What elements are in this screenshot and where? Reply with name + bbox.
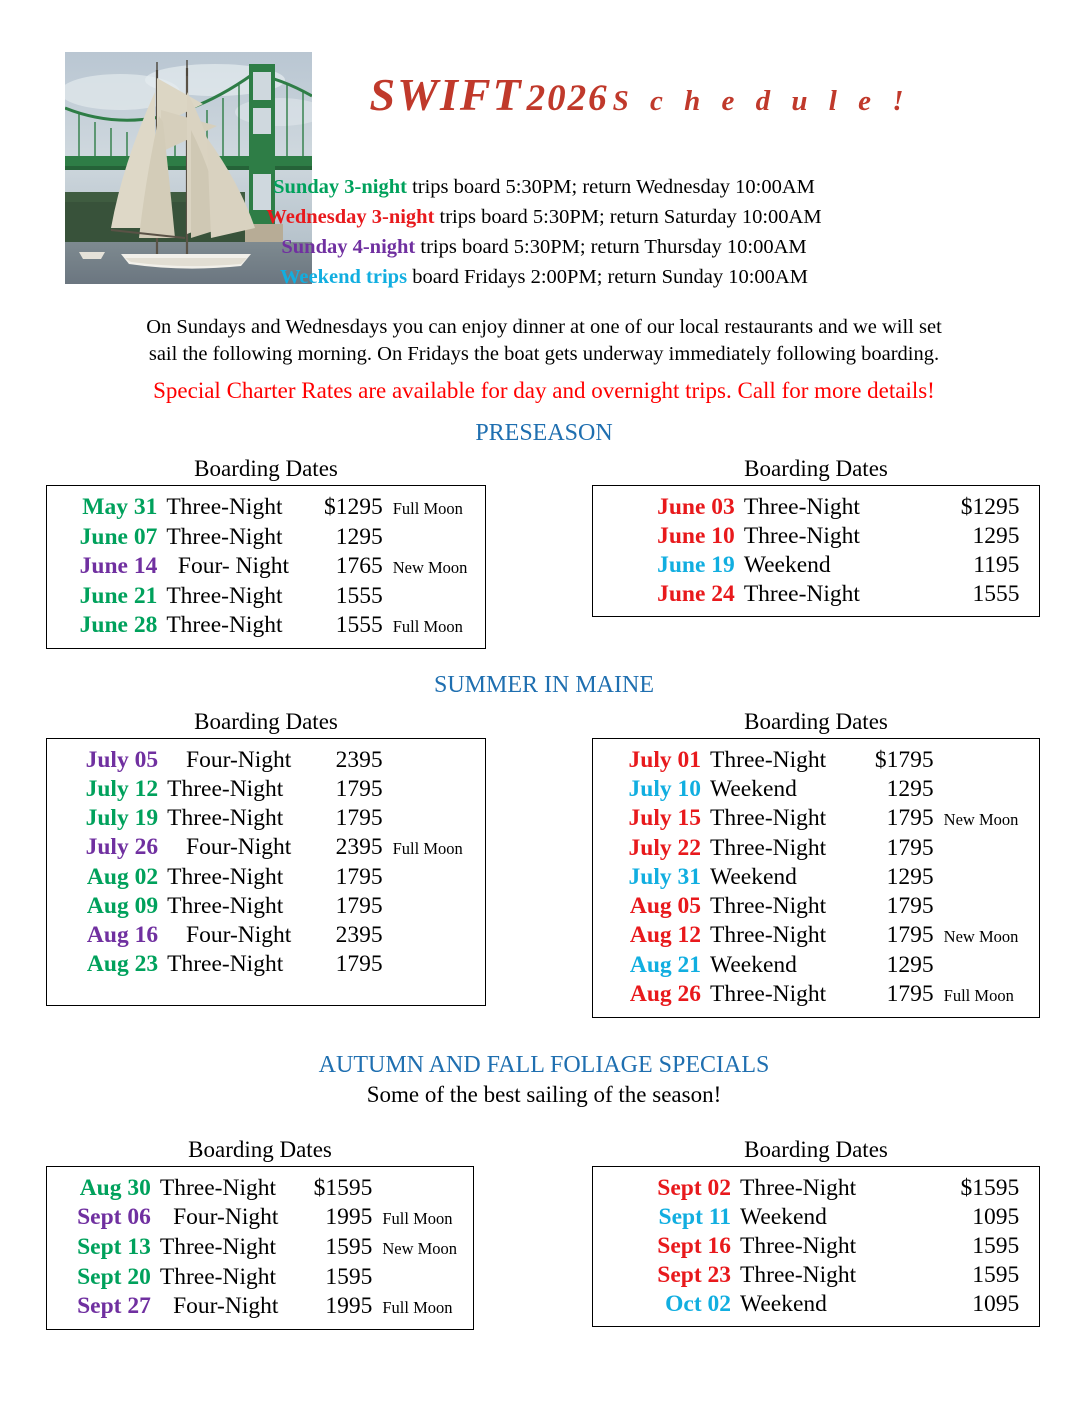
table-row[interactable] — [47, 1167, 473, 1203]
cell-trip-type: Three-Night — [167, 951, 284, 977]
cell-moon-phase — [1027, 1167, 1039, 1203]
schedule-table — [47, 486, 485, 648]
table-row[interactable] — [593, 980, 1039, 1017]
cell-moon-phase — [1027, 1290, 1039, 1326]
cell-moon-phase: New Moon — [392, 558, 468, 577]
cell-trip-type: Three-Night — [743, 523, 860, 549]
cell-trip-type: Three-Night — [740, 1262, 857, 1288]
trip-type-legend — [0, 172, 1088, 292]
preseason-left-table — [46, 485, 486, 649]
cell-trip-type: Four-Night — [173, 1293, 279, 1319]
cell-boarding-date: July 19 — [85, 805, 159, 831]
cell-moon-phase: Full Moon — [943, 986, 1014, 1005]
autumn-left-block — [46, 1136, 474, 1330]
table-row[interactable] — [47, 1203, 473, 1233]
cell-boarding-date: Sept 23 — [657, 1262, 732, 1288]
cell-price: $1595 — [313, 1175, 373, 1201]
cell-price: 1795 — [886, 893, 934, 919]
cell-moon-phase — [391, 804, 485, 833]
legend-tag-wednesday-3-night: Wednesday 3-night — [266, 206, 435, 228]
cell-price: 1995 — [325, 1204, 373, 1230]
section-preseason — [0, 418, 1088, 448]
cell-price: $1295 — [323, 494, 383, 520]
cell-trip-type: Weekend — [710, 776, 797, 802]
charter-rates-note: Special Charter Rates are available for day and overnight trips. Call for more details! — [153, 378, 935, 403]
cell-price: 1795 — [886, 922, 934, 948]
boarding-dates-label: Boarding Dates — [194, 456, 338, 481]
legend-line — [0, 172, 1088, 202]
table-row[interactable] — [47, 921, 485, 950]
summer-left-table — [46, 738, 486, 1006]
table-row[interactable] — [593, 1290, 1039, 1326]
table-row[interactable] — [593, 863, 1039, 892]
cell-boarding-date: Sept 02 — [657, 1175, 732, 1201]
table-row[interactable] — [593, 551, 1039, 580]
cell-moon-phase — [1027, 1232, 1039, 1261]
cell-boarding-date: Aug 05 — [629, 893, 702, 919]
table-row[interactable] — [593, 1167, 1039, 1203]
autumn-right-table — [592, 1166, 1040, 1327]
cell-trip-type: Three-Night — [167, 805, 284, 831]
autumn-right-block — [592, 1136, 1040, 1327]
cell-trip-type: Weekend — [710, 864, 797, 890]
cell-boarding-date: Aug 30 — [79, 1175, 151, 1201]
cell-price: 1765 — [335, 553, 383, 579]
cell-moon-phase — [942, 951, 1039, 980]
cell-price: 1795 — [886, 835, 934, 861]
summer-right-block — [592, 708, 1040, 1018]
cell-price: 2395 — [335, 922, 383, 948]
cell-trip-type: Three-Night — [166, 494, 283, 520]
cell-price: 1295 — [972, 523, 1020, 549]
table-row[interactable] — [593, 1232, 1039, 1261]
cell-moon-phase — [391, 863, 485, 892]
intro-paragraph — [0, 314, 1088, 368]
table-row[interactable] — [47, 611, 485, 648]
boarding-dates-label: Boarding Dates — [744, 456, 888, 481]
table-row[interactable] — [593, 951, 1039, 980]
legend-tag-sunday-4-night: Sunday 4-night — [281, 236, 416, 258]
preseason-right-block — [592, 455, 1040, 617]
section-heading-preseason: PRESEASON — [475, 420, 613, 446]
legend-tag-weekend: Weekend trips — [280, 266, 408, 288]
cell-moon-phase — [942, 775, 1039, 804]
cell-moon-phase — [1027, 1261, 1039, 1290]
cell-moon-phase — [1027, 486, 1039, 522]
table-row[interactable] — [593, 775, 1039, 804]
cell-price: 1795 — [335, 951, 383, 977]
cell-moon-phase — [391, 775, 485, 804]
table-row[interactable] — [47, 863, 485, 892]
cell-boarding-date: Sept 16 — [657, 1233, 732, 1259]
cell-trip-type: Three-Night — [740, 1175, 857, 1201]
cell-trip-type: Four-Night — [186, 834, 292, 860]
table-row[interactable] — [47, 523, 485, 552]
cell-trip-type: Three-Night — [740, 1233, 857, 1259]
cell-price: 1095 — [972, 1204, 1020, 1230]
legend-line — [0, 202, 1088, 232]
cell-boarding-date: Aug 16 — [86, 922, 159, 948]
table-row[interactable] — [593, 580, 1039, 616]
cell-boarding-date: Aug 26 — [629, 981, 702, 1007]
cell-boarding-date: June 19 — [657, 552, 735, 578]
table-row[interactable] — [47, 486, 485, 523]
legend-text: trips board 5:30PM; return Saturday 10:00AM — [434, 206, 822, 228]
summer-left-block — [46, 708, 486, 1006]
cell-price: $1795 — [874, 747, 934, 773]
table-row[interactable] — [593, 892, 1039, 921]
section-subheading-autumn: Some of the best sailing of the season! — [366, 1082, 722, 1107]
cell-moon-phase: New Moon — [943, 927, 1019, 946]
title-swift: SWIFT — [369, 69, 523, 120]
section-summer — [0, 670, 1088, 700]
cell-moon-phase — [942, 863, 1039, 892]
section-autumn — [0, 1050, 1088, 1110]
cell-boarding-date: July 10 — [628, 776, 702, 802]
boarding-dates-label: Boarding Dates — [744, 1137, 888, 1162]
cell-trip-type: Three-Night — [710, 893, 827, 919]
cell-price: 1095 — [972, 1291, 1020, 1317]
table-row[interactable] — [47, 739, 485, 775]
cell-boarding-date: July 31 — [628, 864, 702, 890]
cell-moon-phase — [391, 892, 485, 921]
cell-trip-type: Three-Night — [710, 835, 827, 861]
cell-moon-phase — [1027, 580, 1039, 616]
cell-trip-type: Weekend — [740, 1291, 827, 1317]
cell-moon-phase: Full Moon — [382, 1298, 453, 1317]
table-row[interactable] — [47, 775, 485, 804]
boarding-dates-label: Boarding Dates — [194, 709, 338, 734]
legend-text: trips board 5:30PM; return Thursday 10:00AM — [415, 236, 807, 258]
cell-price: 1295 — [886, 864, 934, 890]
cell-price: 2395 — [335, 834, 383, 860]
cell-price: $1595 — [960, 1175, 1020, 1201]
cell-boarding-date: Aug 23 — [86, 951, 159, 977]
cell-price: $1295 — [960, 494, 1020, 520]
cell-boarding-date: July 05 — [85, 747, 159, 773]
table-row[interactable] — [593, 522, 1039, 551]
cell-price: 1555 — [972, 581, 1020, 607]
cell-trip-type: Three-Night — [167, 864, 284, 890]
legend-text: trips board 5:30PM; return Wednesday 10:00AM — [406, 176, 815, 198]
cell-moon-phase — [391, 582, 485, 611]
cell-boarding-date: May 31 — [82, 494, 158, 520]
cell-trip-type: Three-Night — [743, 581, 860, 607]
cell-moon-phase: Full Moon — [392, 839, 463, 858]
cell-moon-phase — [391, 523, 485, 552]
cell-moon-phase: New Moon — [943, 810, 1019, 829]
cell-boarding-date: June 14 — [79, 553, 158, 579]
autumn-left-table — [46, 1166, 474, 1330]
boarding-dates-label: Boarding Dates — [188, 1137, 332, 1162]
cell-trip-type: Three-Night — [167, 893, 284, 919]
cell-boarding-date: July 15 — [628, 805, 702, 831]
cell-price: 1195 — [973, 552, 1020, 578]
legend-text: board Fridays 2:00PM; return Sunday 10:00AM — [407, 266, 808, 288]
table-row[interactable] — [593, 804, 1039, 834]
cell-trip-type: Four-Night — [173, 1204, 279, 1230]
cell-trip-type: Three-Night — [710, 922, 827, 948]
cell-moon-phase: New Moon — [382, 1239, 458, 1258]
cell-moon-phase — [391, 950, 485, 986]
cell-boarding-date: Oct 02 — [665, 1291, 732, 1317]
cell-price: 1595 — [325, 1234, 373, 1260]
legend-line — [0, 262, 1088, 292]
legend-tag-sunday-3-night: Sunday 3-night — [273, 176, 407, 198]
cell-boarding-date: Aug 09 — [86, 893, 159, 919]
table-row[interactable] — [593, 1203, 1039, 1232]
table-row[interactable] — [47, 552, 485, 582]
cell-price: 1795 — [335, 805, 383, 831]
cell-price: 1595 — [325, 1264, 373, 1290]
schedule-table — [47, 1167, 473, 1329]
cell-trip-type: Weekend — [740, 1204, 827, 1230]
cell-price: 1795 — [335, 864, 383, 890]
cell-boarding-date: Aug 12 — [629, 922, 702, 948]
cell-boarding-date: July 22 — [628, 835, 702, 861]
cell-boarding-date: Aug 21 — [629, 952, 702, 978]
cell-trip-type: Three-Night — [166, 524, 283, 550]
cell-trip-type: Three-Night — [159, 1175, 277, 1201]
cell-boarding-date: Sept 13 — [77, 1234, 151, 1260]
cell-boarding-date: Sept 27 — [77, 1293, 151, 1319]
cell-moon-phase — [942, 834, 1039, 863]
cell-moon-phase — [391, 739, 485, 775]
cell-boarding-date: Sept 06 — [77, 1204, 151, 1230]
cell-trip-type: Weekend — [710, 952, 797, 978]
preseason-left-block — [46, 455, 486, 649]
table-row[interactable] — [593, 1261, 1039, 1290]
cell-boarding-date: July 01 — [628, 747, 702, 773]
title-year: 2026 — [526, 78, 609, 119]
cell-moon-phase — [1027, 522, 1039, 551]
cell-price: 2395 — [335, 747, 383, 773]
cell-boarding-date: June 28 — [79, 612, 158, 638]
cell-trip-type: Three-Night — [743, 494, 860, 520]
cell-trip-type: Three-Night — [710, 747, 827, 773]
cell-moon-phase — [1027, 551, 1039, 580]
section-heading-summer: SUMMER IN MAINE — [433, 672, 654, 698]
page-title — [340, 68, 940, 121]
table-row[interactable] — [47, 582, 485, 611]
cell-trip-type: Three-Night — [166, 612, 283, 638]
cell-price: 1295 — [335, 524, 383, 550]
cell-moon-phase — [942, 892, 1039, 921]
cell-price: 1995 — [325, 1293, 373, 1319]
schedule-table — [593, 739, 1039, 1017]
cell-price: 1555 — [335, 612, 383, 638]
cell-price: 1555 — [335, 583, 383, 609]
schedule-table — [593, 1167, 1039, 1326]
cell-price: 1795 — [886, 805, 934, 831]
table-row[interactable] — [593, 486, 1039, 522]
cell-trip-type: Four- Night — [177, 553, 290, 579]
cell-boarding-date: Sept 20 — [77, 1264, 151, 1290]
cell-trip-type: Four-Night — [186, 922, 292, 948]
cell-trip-type: Three-Night — [166, 583, 283, 609]
table-row[interactable] — [47, 950, 485, 986]
cell-boarding-date: Aug 02 — [86, 864, 159, 890]
cell-trip-type: Weekend — [743, 552, 831, 578]
summer-right-table — [592, 738, 1040, 1018]
intro-line-1: On Sundays and Wednesdays you can enjoy dinner at one of our local restaurants and we will set — [146, 316, 942, 338]
section-heading-autumn: AUTUMN AND FALL FOLIAGE SPECIALS — [318, 1052, 770, 1078]
cell-moon-phase — [380, 1167, 473, 1203]
cell-trip-type: Three-Night — [159, 1234, 277, 1260]
table-row[interactable] — [593, 921, 1039, 951]
cell-moon-phase — [380, 1263, 473, 1292]
cell-trip-type: Four-Night — [186, 747, 292, 773]
table-row[interactable] — [47, 833, 485, 863]
cell-boarding-date: June 24 — [657, 581, 735, 607]
cell-moon-phase — [1027, 1203, 1039, 1232]
cell-price: 1795 — [335, 893, 383, 919]
cell-price: 1595 — [972, 1233, 1020, 1259]
cell-price: 1795 — [886, 981, 934, 1007]
cell-boarding-date: July 26 — [85, 834, 159, 860]
table-row[interactable] — [47, 1233, 473, 1263]
cell-trip-type: Three-Night — [710, 981, 827, 1007]
boarding-dates-label: Boarding Dates — [744, 709, 888, 734]
legend-line — [0, 232, 1088, 262]
cell-price: 1295 — [886, 952, 934, 978]
table-row[interactable] — [47, 1263, 473, 1292]
cell-price: 1295 — [886, 776, 934, 802]
cell-price: 1795 — [335, 776, 383, 802]
cell-boarding-date: June 03 — [657, 494, 735, 520]
cell-trip-type: Three-Night — [159, 1264, 277, 1290]
cell-moon-phase — [391, 921, 485, 950]
preseason-right-table — [592, 485, 1040, 617]
intro-line-2: sail the following morning. On Fridays the boat gets underway immediately following boarding. — [148, 343, 940, 365]
cell-boarding-date: June 21 — [79, 583, 158, 609]
table-row[interactable] — [47, 804, 485, 833]
cell-moon-phase: Full Moon — [392, 499, 463, 518]
title-schedule: S c h e d u l e ! — [612, 85, 911, 117]
cell-boarding-date: June 10 — [657, 523, 735, 549]
cell-moon-phase: Full Moon — [382, 1209, 453, 1228]
cell-trip-type: Three-Night — [167, 776, 284, 802]
table-row[interactable] — [593, 739, 1039, 775]
cell-moon-phase — [942, 739, 1039, 775]
table-row[interactable] — [593, 834, 1039, 863]
cell-moon-phase: Full Moon — [392, 617, 463, 636]
cell-boarding-date: Sept 11 — [658, 1204, 732, 1230]
schedule-table — [593, 486, 1039, 616]
page-header — [0, 0, 1088, 403]
cell-boarding-date: July 12 — [85, 776, 159, 802]
cell-trip-type: Three-Night — [710, 805, 827, 831]
cell-price: 1595 — [972, 1262, 1020, 1288]
table-row[interactable] — [47, 1292, 473, 1329]
schedule-table — [47, 739, 485, 986]
cell-boarding-date: June 07 — [79, 524, 158, 550]
table-row[interactable] — [47, 892, 485, 921]
